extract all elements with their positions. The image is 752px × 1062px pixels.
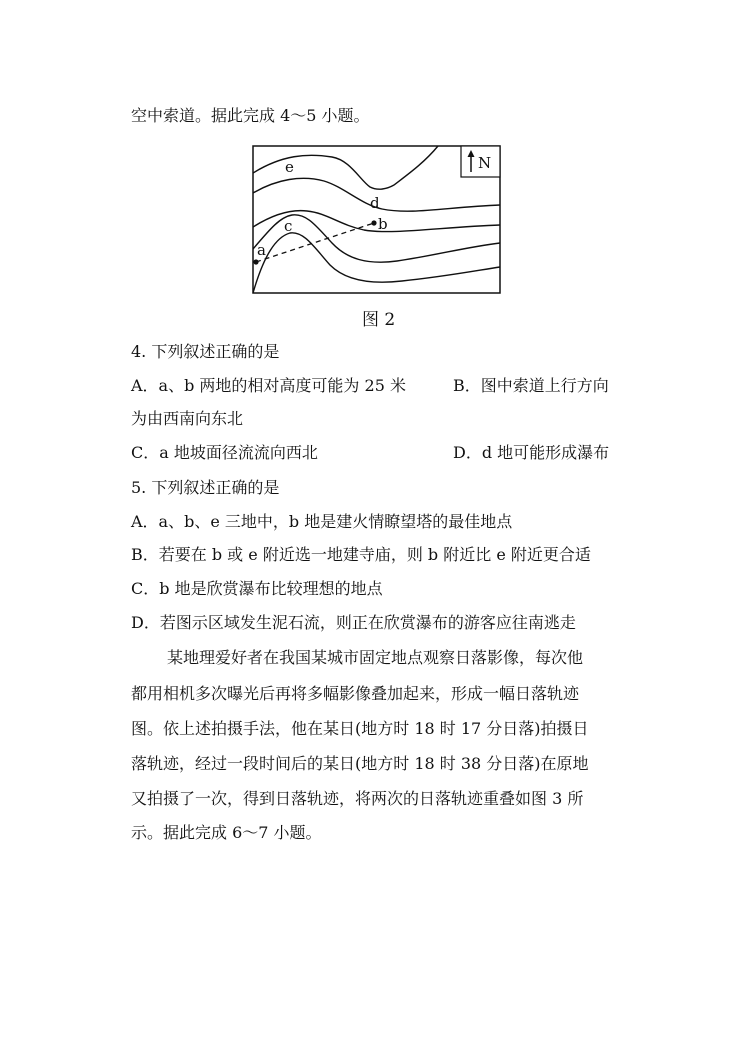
north-label: N — [478, 154, 492, 172]
q4-row-cd — [131, 443, 621, 463]
passage-line-4: 落轨迹，经过一段时间后的某日(地方时 18 时 38 分日落)在原地 — [131, 754, 589, 773]
q4-stem: 4. 下列叙述正确的是 — [131, 342, 280, 361]
intro-text: 空中索道。据此完成 4～5 小题。 — [131, 106, 370, 125]
passage-line-6: 示。据此完成 6～7 小题。 — [131, 823, 322, 842]
q5-option-d: D．若图示区域发生泥石流，则正在欣赏瀑布的游客应往南逃走 — [131, 613, 576, 632]
q4-option-d: D．d 地可能形成瀑布 — [453, 443, 610, 462]
q4-option-c: C．a 地坡面径流流向西北 — [131, 443, 318, 462]
passage-line-3: 图。依上述拍摄手法，他在某日(地方时 18 时 17 分日落)拍摄日 — [131, 719, 589, 738]
figure-caption: 图 2 — [362, 310, 396, 330]
point-b-marker — [371, 220, 376, 225]
q4-option-b-line2: 为由西南向东北 — [131, 409, 244, 428]
label-d: d — [370, 194, 380, 212]
q4-option-a: A．a、b 两地的相对高度可能为 25 米 — [131, 376, 406, 395]
label-b: b — [378, 215, 388, 233]
point-a-marker — [253, 259, 258, 264]
label-e: e — [285, 158, 294, 176]
q5-option-c: C．b 地是欣赏瀑布比较理想的地点 — [131, 579, 383, 598]
label-a: a — [257, 241, 266, 259]
q5-option-a: A．a、b、e 三地中，b 地是建火情瞭望塔的最佳地点 — [131, 512, 513, 531]
q5-stem: 5. 下列叙述正确的是 — [131, 478, 280, 497]
q4-option-b-line1: B．图中索道上行方向 — [453, 376, 609, 395]
passage-line-5: 又拍摄了一次，得到日落轨迹，将两次的日落轨迹重叠如图 3 所 — [131, 789, 584, 808]
label-c: c — [284, 217, 293, 235]
q5-option-b: B．若要在 b 或 e 附近选一地建寺庙，则 b 附近比 e 附近更合适 — [131, 545, 591, 564]
q4-row-ab — [131, 376, 621, 396]
passage-line-1: 某地理爱好者在我国某城市固定地点观察日落影像，每次他 — [167, 648, 584, 667]
contour-map-figure — [252, 145, 502, 295]
passage-line-2: 都用相机多次曝光后再将多幅影像叠加起来，形成一幅日落轨迹 — [131, 684, 580, 703]
